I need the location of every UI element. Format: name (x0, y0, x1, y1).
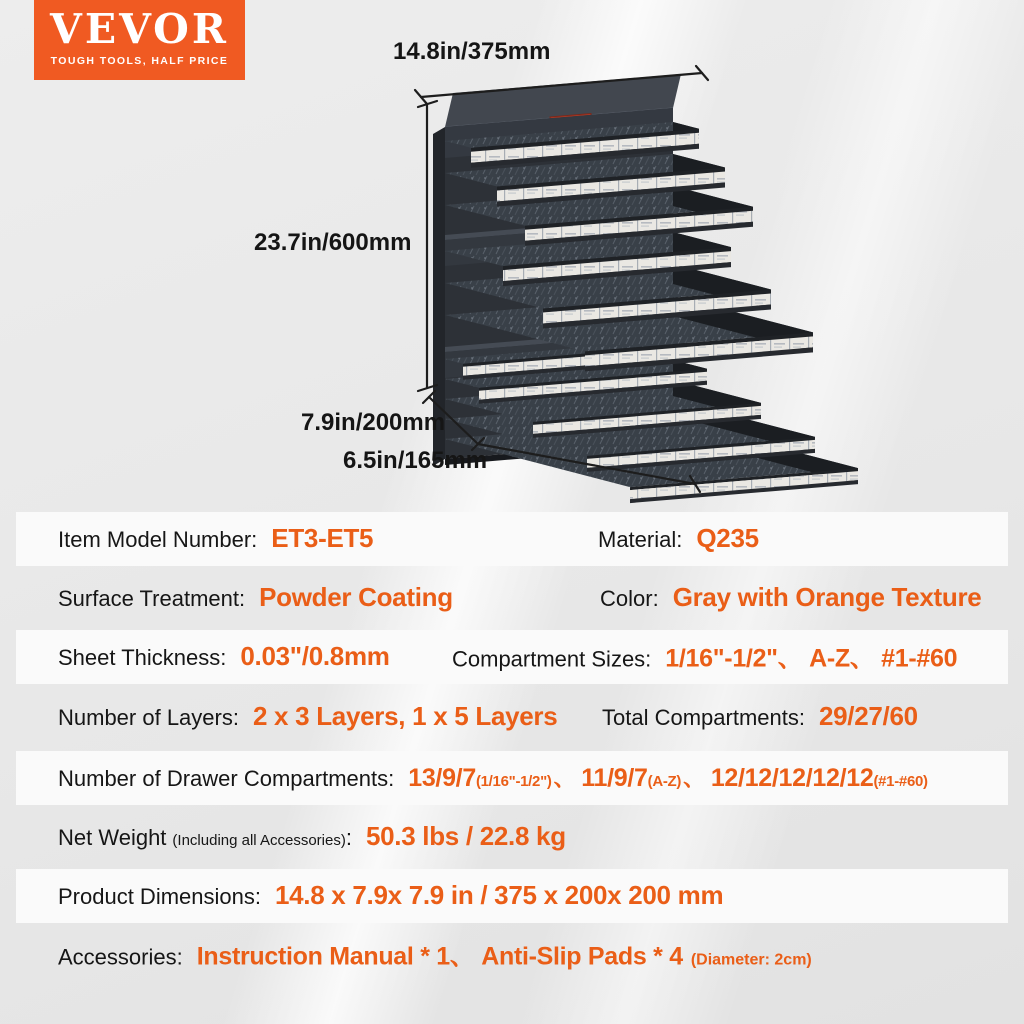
spec-label: Net Weight (58, 824, 167, 850)
spec-label-note: (Including all Accessories) (172, 831, 346, 849)
spec-value-group: 11/9/7 (581, 763, 648, 792)
spec-row-drawer-compartments (16, 751, 1008, 805)
spec-value-separator: 、 (683, 765, 705, 791)
spec-cell-number-of-layers (58, 701, 557, 732)
spec-cell-accessories (58, 936, 812, 972)
spec-label: Color: (600, 585, 659, 611)
spec-value-note: (Diameter: 2cm) (690, 951, 812, 969)
spec-value-separator: 、 (553, 765, 576, 791)
spec-value-note: (#1-#60) (873, 772, 928, 790)
spec-value: 0.03"/0.8mm (240, 640, 390, 671)
spec-value: Gray with Orange Texture (672, 581, 982, 612)
spec-value: 1/16"-1/2"、 A-Z、 #1-#60 (665, 644, 958, 673)
spec-label: Number of Layers: (58, 704, 239, 730)
brand-tagline: TOUGH TOOLS, HALF PRICE (50, 55, 229, 67)
dimension-width-label: 14.8in/375mm (393, 38, 551, 65)
spec-value: Powder Coating (259, 581, 453, 612)
spec-label-colon: : (345, 824, 352, 850)
spec-cell-drawer-compartments (58, 762, 928, 793)
spec-value: 2 x 3 Layers, 1 x 5 Layers (252, 700, 558, 731)
spec-row-thickness-compartment-sizes (16, 630, 1008, 684)
spec-cell-net-weight (58, 821, 566, 852)
spec-value: Q235 (696, 522, 759, 553)
spec-value-note: (A-Z) (647, 772, 682, 790)
product-stage (0, 0, 1024, 510)
spec-cell-product-dimensions (58, 880, 723, 911)
spec-value-note: (1/16"-1/2") (475, 772, 552, 790)
dimension-height-label: 23.7in/600mm (254, 229, 412, 256)
spec-label: Accessories: (58, 944, 183, 970)
spec-cell-compartment-sizes (452, 638, 957, 674)
spec-cell-sheet-thickness (58, 641, 390, 672)
dimension-depth-front-label: 6.5in/165mm (343, 447, 488, 474)
spec-label: Sheet Thickness: (58, 644, 227, 670)
spec-cell-color (600, 582, 981, 613)
spec-row-model-material (16, 512, 1008, 566)
spec-value-group: 13/9/7 (408, 763, 476, 792)
spec-label: Material: (598, 526, 683, 552)
spec-cell-material (598, 523, 759, 554)
spec-value: 14.8 x 7.9x 7.9 in / 375 x 200x 200 mm (274, 879, 724, 910)
spec-value: 50.3 lbs / 22.8 kg (365, 820, 566, 851)
spec-row-product-dimensions (16, 869, 1008, 923)
spec-label: Item Model Number: (58, 526, 258, 552)
spec-value (408, 762, 928, 793)
dimension-lines (0, 0, 1024, 510)
spec-value-group: 12/12/12/12/12 (710, 763, 874, 792)
brand-name: VEVOR (50, 5, 229, 53)
spec-label: Compartment Sizes: (452, 646, 652, 672)
spec-cell-surface-treatment (58, 582, 453, 613)
spec-row-layers-compartments (16, 690, 1008, 744)
spec-cell-item-model (58, 523, 373, 554)
spec-label: Total Compartments: (602, 704, 805, 730)
spec-value: 29/27/60 (818, 700, 918, 731)
spec-value: Instruction Manual * 1、 Anti-Slip Pads * 4 (196, 942, 683, 971)
spec-value: ET3-ET5 (271, 522, 374, 553)
spec-row-accessories (16, 928, 1008, 982)
spec-label: Product Dimensions: (58, 883, 261, 909)
spec-row-surface-color (16, 571, 1008, 625)
spec-label: Surface Treatment: (58, 585, 246, 611)
spec-label: Number of Drawer Compartments: (58, 765, 395, 791)
dimension-depth-label: 7.9in/200mm (301, 409, 446, 436)
spec-row-net-weight (16, 810, 1008, 864)
spec-cell-total-compartments (602, 701, 918, 732)
